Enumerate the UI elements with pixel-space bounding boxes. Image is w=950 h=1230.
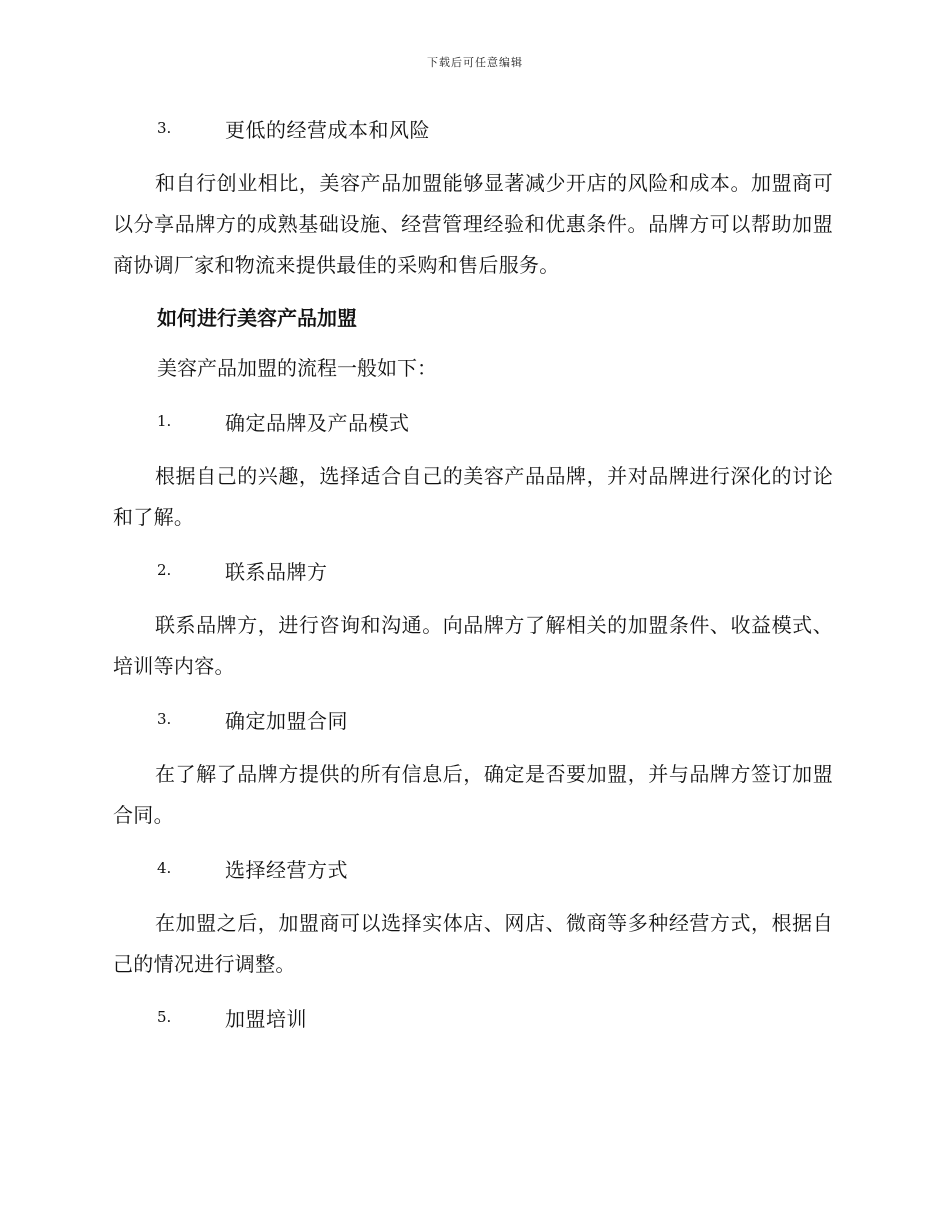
list-heading-step-2	[113, 552, 833, 588]
header-note: 下载后可任意编辑	[427, 56, 523, 69]
paragraph-lower-cost: 和自行创业相比，美容产品加盟能够显著减少开店的风险和成本。加盟商可以分享品牌方的成熟基础设施、经营管理经验和优惠条件。品牌方可以帮助加盟商协调厂家和物流来提供最佳的采购和售后服务。	[113, 171, 833, 277]
list-heading-text: 联系品牌方	[225, 559, 328, 584]
list-heading-step-5	[113, 999, 833, 1035]
intro-paragraph: 美容产品加盟的流程一般如下：	[157, 356, 437, 380]
list-number: 2.	[157, 561, 172, 579]
document-body	[113, 110, 833, 1052]
section-title: 如何进行美容产品加盟	[157, 306, 357, 330]
list-number: 3.	[157, 710, 172, 728]
paragraph-step-4: 在加盟之后，加盟商可以选择实体店、网店、微商等多种经营方式，根据自己的情况进行调整。	[113, 911, 833, 976]
paragraph-step-3: 在了解了品牌方提供的所有信息后，确定是否要加盟，并与品牌方签订加盟合同。	[113, 762, 833, 827]
list-heading-step-3	[113, 701, 833, 737]
list-heading-text: 更低的经营成本和风险	[225, 117, 430, 142]
paragraph-step-2: 联系品牌方，进行咨询和沟通。向品牌方了解相关的加盟条件、收益模式、培训等内容。	[113, 613, 833, 678]
list-number: 3.	[157, 119, 172, 137]
list-number: 4.	[157, 859, 172, 877]
list-heading-text: 选择经营方式	[225, 857, 348, 882]
list-heading-step-1	[113, 403, 833, 439]
list-heading-text: 确定品牌及产品模式	[225, 410, 410, 435]
paragraph-step-1: 根据自己的兴趣，选择适合自己的美容产品品牌，并对品牌进行深化的讨论和了解。	[113, 464, 833, 529]
list-heading-step-4	[113, 850, 833, 886]
list-heading-text: 确定加盟合同	[225, 708, 348, 733]
list-number: 1.	[157, 412, 172, 430]
list-number: 5.	[157, 1008, 172, 1026]
list-heading-lower-cost	[113, 110, 833, 146]
list-heading-text: 加盟培训	[225, 1006, 307, 1031]
